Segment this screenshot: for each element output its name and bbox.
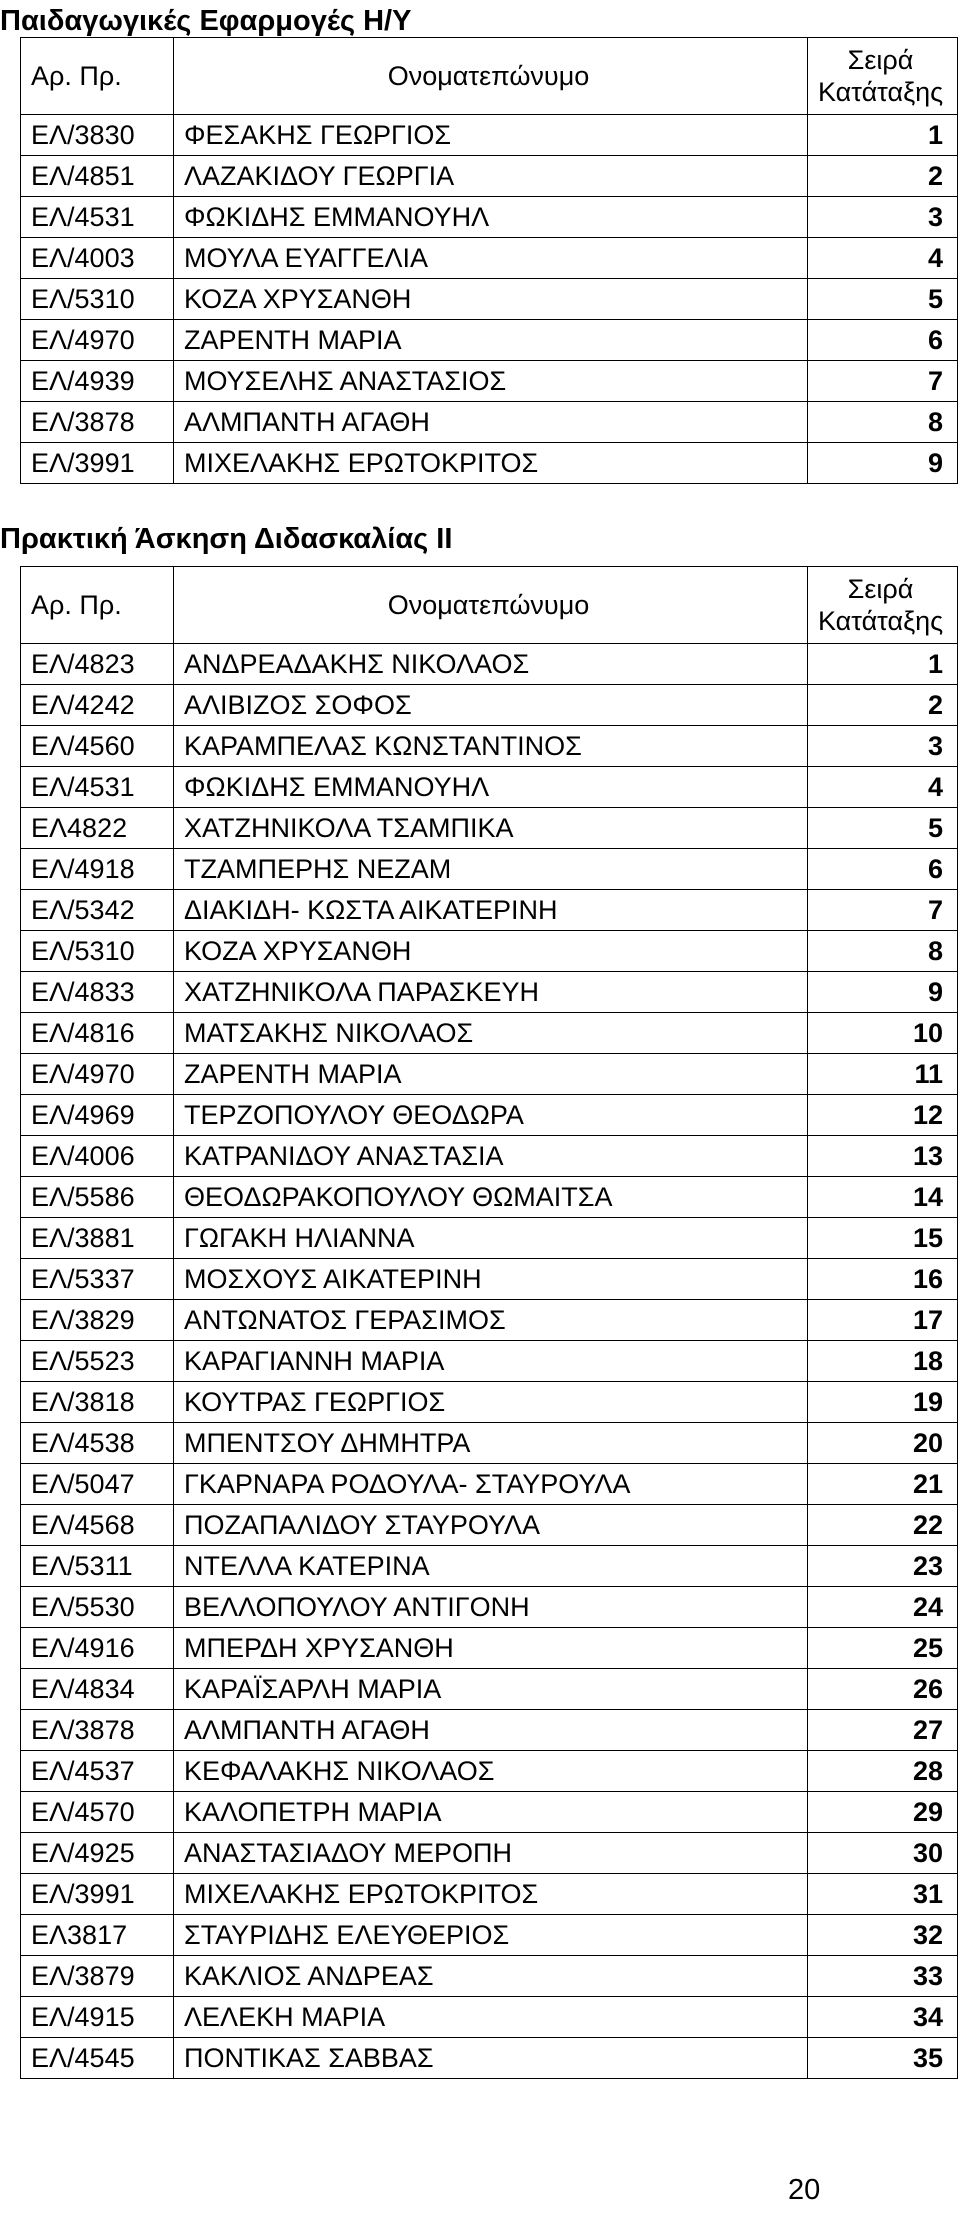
registration-number-cell: ΕΛ/4006 bbox=[21, 1136, 174, 1177]
table-body bbox=[21, 115, 958, 484]
section-title-computer-applications: Παιδαγωγικές Εφαρμογές Η/Υ bbox=[0, 5, 412, 37]
registration-number-cell: ΕΛ/4560 bbox=[21, 726, 174, 767]
full-name-cell: ΑΝΔΡΕΑΔΑΚΗΣ ΝΙΚΟΛΑΟΣ bbox=[174, 644, 808, 685]
rank-cell: 16 bbox=[808, 1259, 958, 1300]
table-row bbox=[21, 1300, 958, 1341]
full-name-cell: ΚΑΡΑΪΣΑΡΛΗ ΜΑΡΙΑ bbox=[174, 1669, 808, 1710]
table-row bbox=[21, 238, 958, 279]
rank-cell: 8 bbox=[808, 402, 958, 443]
table-header-row bbox=[21, 38, 958, 115]
full-name-cell: ΜΙΧΕΛΑΚΗΣ ΕΡΩΤΟΚΡΙΤΟΣ bbox=[174, 443, 808, 484]
table-row bbox=[21, 1382, 958, 1423]
rank-cell: 34 bbox=[808, 1997, 958, 2038]
registration-number-cell: ΕΛ/4970 bbox=[21, 1054, 174, 1095]
registration-number-cell: ΕΛ/3991 bbox=[21, 443, 174, 484]
full-name-cell: ΚΑΤΡΑΝΙΔΟΥ ΑΝΑΣΤΑΣΙΑ bbox=[174, 1136, 808, 1177]
full-name-cell: ΑΝΤΩΝΑΤΟΣ ΓΕΡΑΣΙΜΟΣ bbox=[174, 1300, 808, 1341]
rank-cell: 7 bbox=[808, 361, 958, 402]
table-row bbox=[21, 115, 958, 156]
rank-cell: 20 bbox=[808, 1423, 958, 1464]
rank-cell: 30 bbox=[808, 1833, 958, 1874]
full-name-cell: ΛΕΛΕΚΗ ΜΑΡΙΑ bbox=[174, 1997, 808, 2038]
table-row bbox=[21, 767, 958, 808]
full-name-cell: ΦΩΚΙΔΗΣ ΕΜΜΑΝΟΥΗΛ bbox=[174, 767, 808, 808]
registration-number-cell: ΕΛ/4969 bbox=[21, 1095, 174, 1136]
table-row bbox=[21, 1259, 958, 1300]
header-rank: Σειρά Κατάταξης bbox=[808, 567, 958, 644]
table-row bbox=[21, 320, 958, 361]
full-name-cell: ΣΤΑΥΡΙΔΗΣ ΕΛΕΥΘΕΡΙΟΣ bbox=[174, 1915, 808, 1956]
table-row bbox=[21, 1669, 958, 1710]
registration-number-cell: ΕΛ/5523 bbox=[21, 1341, 174, 1382]
rank-cell: 10 bbox=[808, 1013, 958, 1054]
full-name-cell: ΚΑΡΑΜΠΕΛΑΣ ΚΩΝΣΤΑΝΤΙΝΟΣ bbox=[174, 726, 808, 767]
full-name-cell: ΚΟΖΑ ΧΡΥΣΑΝΘΗ bbox=[174, 931, 808, 972]
full-name-cell: ΑΛΙΒΙΖΟΣ ΣΟΦΟΣ bbox=[174, 685, 808, 726]
table-row bbox=[21, 1874, 958, 1915]
full-name-cell: ΓΚΑΡΝΑΡΑ ΡΟΔΟΥΛΑ- ΣΤΑΥΡΟΥΛΑ bbox=[174, 1464, 808, 1505]
table-row bbox=[21, 1341, 958, 1382]
registration-number-cell: ΕΛ/4531 bbox=[21, 197, 174, 238]
full-name-cell: ΧΑΤΖΗΝΙΚΟΛΑ ΤΣΑΜΠΙΚΑ bbox=[174, 808, 808, 849]
full-name-cell: ΚΟΖΑ ΧΡΥΣΑΝΘΗ bbox=[174, 279, 808, 320]
registration-number-cell: ΕΛ/4834 bbox=[21, 1669, 174, 1710]
registration-number-cell: ΕΛ/4816 bbox=[21, 1013, 174, 1054]
full-name-cell: ΑΛΜΠΑΝΤΗ ΑΓΑΘΗ bbox=[174, 402, 808, 443]
registration-number-cell: ΕΛ/4833 bbox=[21, 972, 174, 1013]
full-name-cell: ΝΤΕΛΛΑ ΚΑΤΕΡΙΝΑ bbox=[174, 1546, 808, 1587]
ranking-table-computer-applications bbox=[20, 37, 958, 484]
rank-cell: 15 bbox=[808, 1218, 958, 1259]
full-name-cell: ΠΟΖΑΠΑΛΙΔΟΥ ΣΤΑΥΡΟΥΛΑ bbox=[174, 1505, 808, 1546]
table-row bbox=[21, 1505, 958, 1546]
registration-number-cell: ΕΛ3817 bbox=[21, 1915, 174, 1956]
table-row bbox=[21, 1177, 958, 1218]
header-registration-number: Αρ. Πρ. bbox=[21, 38, 174, 115]
table-row bbox=[21, 1915, 958, 1956]
table-row bbox=[21, 808, 958, 849]
registration-number-cell: ΕΛ/5530 bbox=[21, 1587, 174, 1628]
table-row bbox=[21, 1587, 958, 1628]
registration-number-cell: ΕΛ/4538 bbox=[21, 1423, 174, 1464]
table-row bbox=[21, 1013, 958, 1054]
rank-cell: 35 bbox=[808, 2038, 958, 2079]
table-row bbox=[21, 1464, 958, 1505]
table-row bbox=[21, 1997, 958, 2038]
full-name-cell: ΓΩΓΑΚΗ ΗΛΙΑΝΝΑ bbox=[174, 1218, 808, 1259]
table-row bbox=[21, 1710, 958, 1751]
rank-cell: 17 bbox=[808, 1300, 958, 1341]
registration-number-cell: ΕΛ/4918 bbox=[21, 849, 174, 890]
full-name-cell: ΜΠΕΡΔΗ ΧΡΥΣΑΝΘΗ bbox=[174, 1628, 808, 1669]
full-name-cell: ΒΕΛΛΟΠΟΥΛΟΥ ΑΝΤΙΓΟΝΗ bbox=[174, 1587, 808, 1628]
registration-number-cell: ΕΛ/3829 bbox=[21, 1300, 174, 1341]
full-name-cell: ΦΩΚΙΔΗΣ ΕΜΜΑΝΟΥΗΛ bbox=[174, 197, 808, 238]
table-row bbox=[21, 644, 958, 685]
full-name-cell: ΖΑΡΕΝΤΗ ΜΑΡΙΑ bbox=[174, 1054, 808, 1095]
full-name-cell: ΑΝΑΣΤΑΣΙΑΔΟΥ ΜΕΡΟΠΗ bbox=[174, 1833, 808, 1874]
table-row bbox=[21, 156, 958, 197]
table-row bbox=[21, 931, 958, 972]
rank-cell: 5 bbox=[808, 808, 958, 849]
registration-number-cell: ΕΛ/4003 bbox=[21, 238, 174, 279]
table-row bbox=[21, 726, 958, 767]
full-name-cell: ΠΟΝΤΙΚΑΣ ΣΑΒΒΑΣ bbox=[174, 2038, 808, 2079]
rank-cell: 2 bbox=[808, 685, 958, 726]
rank-cell: 11 bbox=[808, 1054, 958, 1095]
rank-cell: 6 bbox=[808, 849, 958, 890]
header-full-name: Ονοματεπώνυμο bbox=[174, 38, 808, 115]
full-name-cell: ΧΑΤΖΗΝΙΚΟΛΑ ΠΑΡΑΣΚΕΥΗ bbox=[174, 972, 808, 1013]
full-name-cell: ΖΑΡΕΝΤΗ ΜΑΡΙΑ bbox=[174, 320, 808, 361]
rank-cell: 1 bbox=[808, 115, 958, 156]
registration-number-cell: ΕΛ/5310 bbox=[21, 931, 174, 972]
full-name-cell: ΤΕΡΖΟΠΟΥΛΟΥ ΘΕΟΔΩΡΑ bbox=[174, 1095, 808, 1136]
rank-cell: 12 bbox=[808, 1095, 958, 1136]
full-name-cell: ΦΕΣΑΚΗΣ ΓΕΩΡΓΙΟΣ bbox=[174, 115, 808, 156]
full-name-cell: ΜΑΤΣΑΚΗΣ ΝΙΚΟΛΑΟΣ bbox=[174, 1013, 808, 1054]
rank-cell: 5 bbox=[808, 279, 958, 320]
rank-cell: 31 bbox=[808, 1874, 958, 1915]
full-name-cell: ΜΟΥΛΑ ΕΥΑΓΓΕΛΙΑ bbox=[174, 238, 808, 279]
rank-cell: 1 bbox=[808, 644, 958, 685]
registration-number-cell: ΕΛ/5342 bbox=[21, 890, 174, 931]
full-name-cell: ΚΑΛΟΠΕΤΡΗ ΜΑΡΙΑ bbox=[174, 1792, 808, 1833]
full-name-cell: ΚΕΦΑΛΑΚΗΣ ΝΙΚΟΛΑΟΣ bbox=[174, 1751, 808, 1792]
full-name-cell: ΚΟΥΤΡΑΣ ΓΕΩΡΓΙΟΣ bbox=[174, 1382, 808, 1423]
table-row bbox=[21, 197, 958, 238]
registration-number-cell: ΕΛ/4537 bbox=[21, 1751, 174, 1792]
registration-number-cell: ΕΛ/5586 bbox=[21, 1177, 174, 1218]
header-registration-number: Αρ. Πρ. bbox=[21, 567, 174, 644]
rank-cell: 4 bbox=[808, 767, 958, 808]
rank-cell: 28 bbox=[808, 1751, 958, 1792]
rank-cell: 32 bbox=[808, 1915, 958, 1956]
rank-cell: 7 bbox=[808, 890, 958, 931]
rank-cell: 3 bbox=[808, 726, 958, 767]
table-row bbox=[21, 849, 958, 890]
registration-number-cell: ΕΛ/4823 bbox=[21, 644, 174, 685]
table-row bbox=[21, 1751, 958, 1792]
rank-cell: 27 bbox=[808, 1710, 958, 1751]
registration-number-cell: ΕΛ/4970 bbox=[21, 320, 174, 361]
registration-number-cell: ΕΛ/3881 bbox=[21, 1218, 174, 1259]
registration-number-cell: ΕΛ/3818 bbox=[21, 1382, 174, 1423]
full-name-cell: ΘΕΟΔΩΡΑΚΟΠΟΥΛΟΥ ΘΩΜΑΙΤΣΑ bbox=[174, 1177, 808, 1218]
rank-cell: 8 bbox=[808, 931, 958, 972]
rank-cell: 29 bbox=[808, 1792, 958, 1833]
table-row bbox=[21, 1095, 958, 1136]
registration-number-cell: ΕΛ/4925 bbox=[21, 1833, 174, 1874]
rank-cell: 13 bbox=[808, 1136, 958, 1177]
table-row bbox=[21, 1136, 958, 1177]
table-row bbox=[21, 1054, 958, 1095]
registration-number-cell: ΕΛ/4915 bbox=[21, 1997, 174, 2038]
table-row bbox=[21, 443, 958, 484]
table-row bbox=[21, 1546, 958, 1587]
registration-number-cell: ΕΛ/3830 bbox=[21, 115, 174, 156]
full-name-cell: ΑΛΜΠΑΝΤΗ ΑΓΑΘΗ bbox=[174, 1710, 808, 1751]
rank-cell: 4 bbox=[808, 238, 958, 279]
rank-cell: 21 bbox=[808, 1464, 958, 1505]
rank-cell: 6 bbox=[808, 320, 958, 361]
table-header-row bbox=[21, 567, 958, 644]
section-title-teaching-practice: Πρακτική Άσκηση Διδασκαλίας ΙΙ bbox=[0, 523, 453, 555]
registration-number-cell: ΕΛ/5311 bbox=[21, 1546, 174, 1587]
ranking-table-teaching-practice bbox=[20, 566, 958, 2079]
full-name-cell: ΜΙΧΕΛΑΚΗΣ ΕΡΩΤΟΚΡΙΤΟΣ bbox=[174, 1874, 808, 1915]
table-row bbox=[21, 1628, 958, 1669]
table-row bbox=[21, 685, 958, 726]
table-row bbox=[21, 972, 958, 1013]
registration-number-cell: ΕΛ/4570 bbox=[21, 1792, 174, 1833]
rank-cell: 24 bbox=[808, 1587, 958, 1628]
table-row bbox=[21, 890, 958, 931]
full-name-cell: ΚΑΡΑΓΙΑΝΝΗ ΜΑΡΙΑ bbox=[174, 1341, 808, 1382]
full-name-cell: ΜΟΥΣΕΛΗΣ ΑΝΑΣΤΑΣΙΟΣ bbox=[174, 361, 808, 402]
table-row bbox=[21, 1218, 958, 1259]
rank-cell: 9 bbox=[808, 972, 958, 1013]
registration-number-cell: ΕΛ/5047 bbox=[21, 1464, 174, 1505]
table-row bbox=[21, 1833, 958, 1874]
registration-number-cell: ΕΛ/4916 bbox=[21, 1628, 174, 1669]
table-row bbox=[21, 1792, 958, 1833]
rank-cell: 14 bbox=[808, 1177, 958, 1218]
registration-number-cell: ΕΛ/5337 bbox=[21, 1259, 174, 1300]
full-name-cell: ΚΑΚΛΙΟΣ ΑΝΔΡΕΑΣ bbox=[174, 1956, 808, 1997]
table-row bbox=[21, 2038, 958, 2079]
header-full-name: Ονοματεπώνυμο bbox=[174, 567, 808, 644]
table-row bbox=[21, 1956, 958, 1997]
registration-number-cell: ΕΛ/3878 bbox=[21, 1710, 174, 1751]
rank-cell: 33 bbox=[808, 1956, 958, 1997]
registration-number-cell: ΕΛ/4568 bbox=[21, 1505, 174, 1546]
registration-number-cell: ΕΛ/3991 bbox=[21, 1874, 174, 1915]
registration-number-cell: ΕΛ/3879 bbox=[21, 1956, 174, 1997]
table-row bbox=[21, 279, 958, 320]
rank-cell: 9 bbox=[808, 443, 958, 484]
rank-cell: 19 bbox=[808, 1382, 958, 1423]
full-name-cell: ΤΖΑΜΠΕΡΗΣ ΝΕΖΑΜ bbox=[174, 849, 808, 890]
registration-number-cell: ΕΛ/3878 bbox=[21, 402, 174, 443]
table-body bbox=[21, 644, 958, 2079]
full-name-cell: ΔΙΑΚΙΔΗ- ΚΩΣΤΑ ΑΙΚΑΤΕΡΙΝΗ bbox=[174, 890, 808, 931]
rank-cell: 25 bbox=[808, 1628, 958, 1669]
table-row bbox=[21, 361, 958, 402]
table-row bbox=[21, 402, 958, 443]
registration-number-cell: ΕΛ4822 bbox=[21, 808, 174, 849]
full-name-cell: ΜΠΕΝΤΣΟΥ ΔΗΜΗΤΡΑ bbox=[174, 1423, 808, 1464]
table-row bbox=[21, 1423, 958, 1464]
registration-number-cell: ΕΛ/4531 bbox=[21, 767, 174, 808]
rank-cell: 18 bbox=[808, 1341, 958, 1382]
page-number: 20 bbox=[788, 2174, 821, 2206]
header-rank: Σειρά Κατάταξης bbox=[808, 38, 958, 115]
full-name-cell: ΜΟΣΧΟΥΣ ΑΙΚΑΤΕΡΙΝΗ bbox=[174, 1259, 808, 1300]
registration-number-cell: ΕΛ/5310 bbox=[21, 279, 174, 320]
registration-number-cell: ΕΛ/4851 bbox=[21, 156, 174, 197]
rank-cell: 22 bbox=[808, 1505, 958, 1546]
registration-number-cell: ΕΛ/4545 bbox=[21, 2038, 174, 2079]
registration-number-cell: ΕΛ/4939 bbox=[21, 361, 174, 402]
rank-cell: 23 bbox=[808, 1546, 958, 1587]
registration-number-cell: ΕΛ/4242 bbox=[21, 685, 174, 726]
rank-cell: 3 bbox=[808, 197, 958, 238]
full-name-cell: ΛΑΖΑΚΙΔΟΥ ΓΕΩΡΓΙΑ bbox=[174, 156, 808, 197]
rank-cell: 26 bbox=[808, 1669, 958, 1710]
rank-cell: 2 bbox=[808, 156, 958, 197]
